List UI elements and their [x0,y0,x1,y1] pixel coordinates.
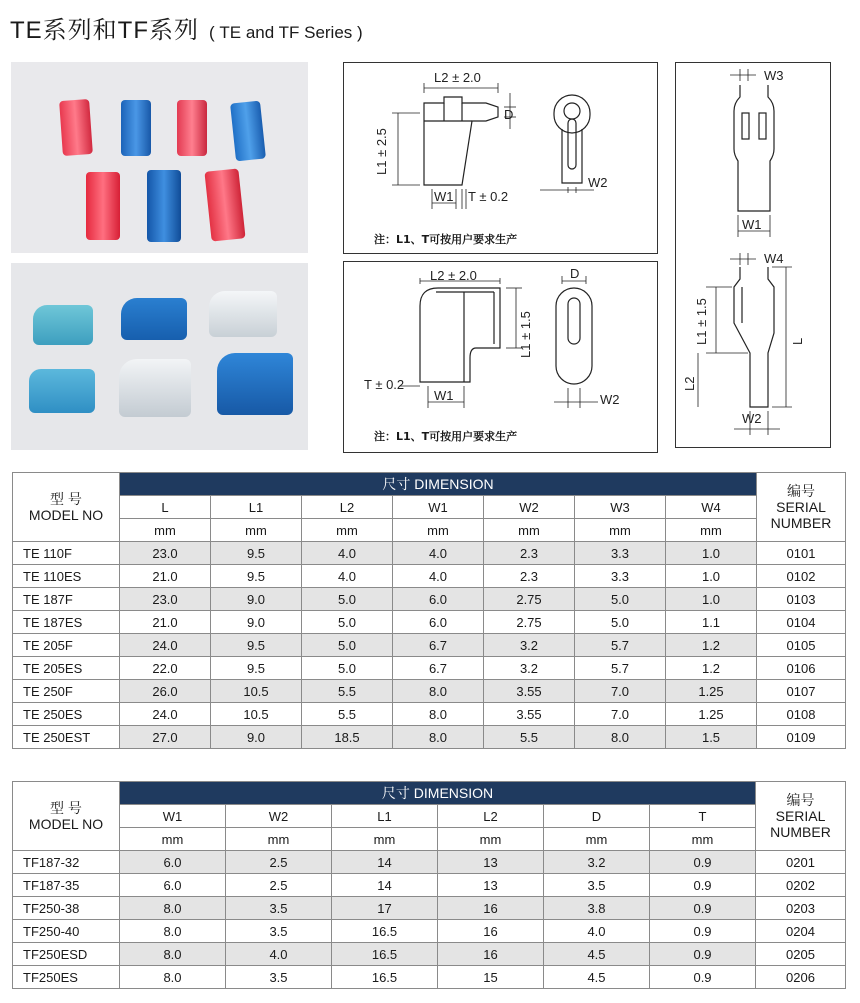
te-unit-row [13,519,846,542]
te-column-row [13,496,846,519]
value-cell: 9.5 [211,634,302,657]
table-row [13,943,846,966]
blue-insulator [230,101,266,162]
value-cell: 3.2 [484,634,575,657]
value-cell: 3.5 [226,897,332,920]
unit-cell: mm [666,519,757,542]
value-cell: 13 [438,874,544,897]
page-title-main: TE系列和TF系列 [10,17,199,44]
te-straight-drawing [344,63,657,253]
value-cell: 10.5 [211,680,302,703]
serial-cell: 0107 [757,680,846,703]
value-cell: 4.0 [544,920,650,943]
clear-insulator [209,291,277,337]
value-cell: 23.0 [120,542,211,565]
value-cell: 23.0 [120,588,211,611]
value-cell: 0.9 [650,897,756,920]
model-cell: TE 250ES [13,703,120,726]
unit-cell: mm [120,519,211,542]
table-row [13,897,846,920]
value-cell: 9.5 [211,565,302,588]
teal-insulator [29,369,95,413]
unit-cell: mm [650,828,756,851]
unit-cell: mm [226,828,332,851]
red-insulator [86,172,120,240]
model-cell: TF250-38 [13,897,120,920]
red-insulator [204,168,245,241]
model-head-en: MODEL NO [28,816,104,832]
value-cell: 1.0 [666,588,757,611]
value-cell: 3.5 [544,874,650,897]
value-cell: 3.2 [484,657,575,680]
table-row [13,851,846,874]
value-cell: 8.0 [575,726,666,749]
value-cell: 27.0 [120,726,211,749]
value-cell: 22.0 [120,657,211,680]
value-cell: 5.0 [302,611,393,634]
diagram-te-straight [343,62,658,254]
table-row [13,726,846,749]
unit-cell: mm [575,519,666,542]
column-header: L1 [211,496,302,519]
value-cell: 17 [332,897,438,920]
value-cell: 16 [438,920,544,943]
value-cell: 0.9 [650,966,756,989]
table-row [13,611,846,634]
value-cell: 3.5 [226,966,332,989]
value-cell: 5.0 [302,588,393,611]
model-no-header [13,473,120,542]
dim-l1-label: L1 ± 2.5 [374,128,389,175]
te-table-body [13,542,846,749]
dim-l1-label: L1 ± 1.5 [518,311,533,358]
column-header: T [650,805,756,828]
table-row [13,703,846,726]
value-cell: 5.0 [302,657,393,680]
dim-w1-label: W1 [742,217,762,232]
value-cell: 7.0 [575,680,666,703]
column-header: L1 [332,805,438,828]
serial-cell: 0102 [757,565,846,588]
diagram-note-2: 注：L1、T可按用户要求生产 [374,430,518,443]
value-cell: 1.25 [666,680,757,703]
value-cell: 5.5 [484,726,575,749]
value-cell: 1.25 [666,703,757,726]
value-cell: 4.0 [226,943,332,966]
dim-w1-label: W1 [434,189,454,204]
model-head-cn: 型 号 [50,800,82,816]
value-cell: 8.0 [120,943,226,966]
tf-flag-drawing [344,262,657,452]
value-cell: 5.5 [302,703,393,726]
diagram-note-1: 注：L1、T可按用户要求生产 [374,233,518,246]
table-row [13,588,846,611]
value-cell: 2.75 [484,588,575,611]
value-cell: 16.5 [332,943,438,966]
column-header: W1 [120,805,226,828]
diagram-tf-flag [343,261,658,453]
value-cell: 5.0 [575,588,666,611]
value-cell: 6.7 [393,634,484,657]
model-cell: TF250-40 [13,920,120,943]
column-header: W2 [484,496,575,519]
value-cell: 3.55 [484,703,575,726]
value-cell: 0.9 [650,851,756,874]
value-cell: 9.5 [211,657,302,680]
value-cell: 16.5 [332,966,438,989]
serial-cell: 0105 [757,634,846,657]
model-no-header [13,782,120,851]
value-cell: 8.0 [393,703,484,726]
dim-w2-label: W2 [742,411,762,426]
value-cell: 24.0 [120,634,211,657]
red-insulator [59,99,93,156]
serial-head-en1: SERIAL [775,808,826,824]
value-cell: 3.5 [226,920,332,943]
table-row [13,542,846,565]
serial-head-cn: 编号 [786,792,815,808]
tf-spec-table [12,781,846,989]
tf-unit-row [13,828,846,851]
serial-cell: 0101 [757,542,846,565]
value-cell: 16 [438,897,544,920]
model-cell: TF187-35 [13,874,120,897]
unit-cell: mm [211,519,302,542]
blue-insulator [217,353,293,415]
product-photo-te [11,62,308,253]
value-cell: 9.5 [211,542,302,565]
page-title [10,10,363,45]
te-spec-table [12,472,846,749]
value-cell: 4.0 [393,565,484,588]
te-header-row [13,473,846,496]
value-cell: 8.0 [393,726,484,749]
teal-insulator [33,305,93,345]
value-cell: 14 [332,851,438,874]
model-head-en: MODEL NO [28,507,104,523]
value-cell: 4.0 [302,542,393,565]
dim-l-label: L [790,337,805,345]
value-cell: 9.0 [211,726,302,749]
dim-l2-label: L2 [682,376,697,391]
value-cell: 0.9 [650,943,756,966]
value-cell: 16 [438,943,544,966]
model-cell: TE 250F [13,680,120,703]
dimension-header: 尺寸 DIMENSION [120,782,756,805]
serial-head-cn: 编号 [787,483,816,499]
value-cell: 4.5 [544,943,650,966]
unit-cell: mm [393,519,484,542]
column-header: D [544,805,650,828]
model-cell: TE 110F [13,542,120,565]
product-photo-tf [11,263,308,450]
value-cell: 26.0 [120,680,211,703]
model-cell: TE 250EST [13,726,120,749]
value-cell: 6.0 [120,851,226,874]
model-cell: TE 110ES [13,565,120,588]
blue-insulator [147,170,181,242]
value-cell: 8.0 [120,920,226,943]
value-cell: 8.0 [120,897,226,920]
table-row [13,680,846,703]
value-cell: 4.0 [302,565,393,588]
tf-column-row [13,805,846,828]
value-cell: 7.0 [575,703,666,726]
serial-number-header [756,782,846,851]
value-cell: 5.0 [302,634,393,657]
model-cell: TE 187F [13,588,120,611]
value-cell: 6.7 [393,657,484,680]
value-cell: 1.2 [666,657,757,680]
blue-insulator [121,298,187,340]
column-header: W3 [575,496,666,519]
serial-cell: 0204 [756,920,846,943]
dim-d-label: D [504,107,514,122]
dim-w1-label: W1 [434,388,454,403]
value-cell: 2.3 [484,565,575,588]
dim-t-label: T ± 0.2 [364,377,405,392]
column-header: L2 [438,805,544,828]
model-cell: TE 187ES [13,611,120,634]
clear-insulator [119,359,191,417]
value-cell: 2.5 [226,874,332,897]
tf-table-body [13,851,846,989]
page-title-sub: ( TE and TF Series ) [209,23,363,42]
value-cell: 5.0 [575,611,666,634]
model-head-cn: 型 号 [50,491,82,507]
value-cell: 2.5 [226,851,332,874]
model-cell: TE 205F [13,634,120,657]
dim-d-label: D [570,266,580,281]
model-cell: TE 205ES [13,657,120,680]
value-cell: 21.0 [120,565,211,588]
table-row [13,966,846,989]
value-cell: 0.9 [650,920,756,943]
value-cell: 5.7 [575,634,666,657]
dim-l2-label: L2 ± 2.0 [434,70,481,85]
value-cell: 1.0 [666,542,757,565]
blue-insulator [121,100,151,156]
value-cell: 4.5 [544,966,650,989]
unit-cell: mm [120,828,226,851]
value-cell: 0.9 [650,874,756,897]
value-cell: 5.5 [302,680,393,703]
dimension-header: 尺寸 DIMENSION [120,473,757,496]
value-cell: 3.3 [575,565,666,588]
tf-header-row [13,782,846,805]
serial-cell: 0104 [757,611,846,634]
value-cell: 8.0 [393,680,484,703]
value-cell: 4.0 [393,542,484,565]
value-cell: 14 [332,874,438,897]
value-cell: 6.0 [393,611,484,634]
table-row [13,874,846,897]
dim-t-label: T ± 0.2 [468,189,509,204]
table-row [13,565,846,588]
model-cell: TF250ES [13,966,120,989]
dim-w2-label: W2 [588,175,608,190]
value-cell: 1.5 [666,726,757,749]
value-cell: 18.5 [302,726,393,749]
serial-cell: 0103 [757,588,846,611]
unit-cell: mm [484,519,575,542]
model-cell: TF187-32 [13,851,120,874]
serial-cell: 0109 [757,726,846,749]
serial-head-en2: NUMBER [770,515,832,531]
value-cell: 2.3 [484,542,575,565]
value-cell: 16.5 [332,920,438,943]
value-cell: 1.1 [666,611,757,634]
column-header: W2 [226,805,332,828]
value-cell: 3.2 [544,851,650,874]
value-cell: 3.55 [484,680,575,703]
value-cell: 24.0 [120,703,211,726]
value-cell: 9.0 [211,611,302,634]
value-cell: 1.2 [666,634,757,657]
value-cell: 1.0 [666,565,757,588]
serial-cell: 0206 [756,966,846,989]
serial-cell: 0203 [756,897,846,920]
serial-number-header [757,473,846,542]
value-cell: 21.0 [120,611,211,634]
value-cell: 6.0 [393,588,484,611]
serial-cell: 0205 [756,943,846,966]
column-header: L [120,496,211,519]
value-cell: 2.75 [484,611,575,634]
unit-cell: mm [438,828,544,851]
value-cell: 5.7 [575,657,666,680]
te-side-drawing [676,63,830,447]
value-cell: 3.3 [575,542,666,565]
value-cell: 6.0 [120,874,226,897]
serial-cell: 0201 [756,851,846,874]
dim-w2-label: W2 [600,392,620,407]
dim-l1-label: L1 ± 1.5 [694,298,709,345]
table-row [13,657,846,680]
value-cell: 15 [438,966,544,989]
column-header: W4 [666,496,757,519]
serial-cell: 0106 [757,657,846,680]
serial-cell: 0202 [756,874,846,897]
unit-cell: mm [302,519,393,542]
dim-l2-label: L2 ± 2.0 [430,268,477,283]
serial-cell: 0108 [757,703,846,726]
value-cell: 13 [438,851,544,874]
diagram-te-side [675,62,831,448]
column-header: L2 [302,496,393,519]
serial-head-en1: SERIAL [776,499,826,515]
model-cell: TF250ESD [13,943,120,966]
unit-cell: mm [332,828,438,851]
value-cell: 8.0 [120,966,226,989]
dim-w3-label: W3 [764,68,784,83]
unit-cell: mm [544,828,650,851]
table-row [13,920,846,943]
column-header: W1 [393,496,484,519]
red-insulator [177,100,207,156]
dim-w4-label: W4 [764,251,784,266]
table-row [13,634,846,657]
value-cell: 3.8 [544,897,650,920]
serial-head-en2: NUMBER [770,824,831,840]
value-cell: 10.5 [211,703,302,726]
value-cell: 9.0 [211,588,302,611]
